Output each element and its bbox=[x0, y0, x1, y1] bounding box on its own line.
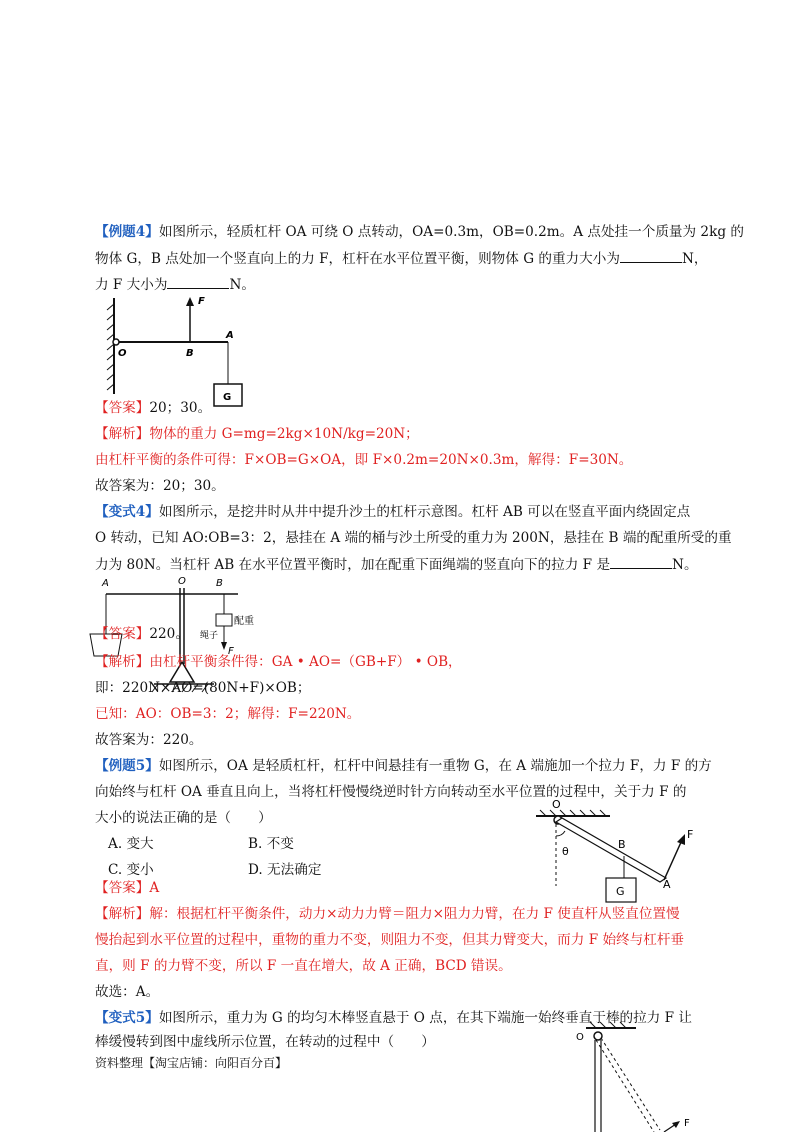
var4-tag: 【变式4】 bbox=[95, 504, 159, 520]
ex5-fig-label-a: A bbox=[663, 878, 671, 891]
ex5-answer: 【答案】A bbox=[95, 880, 160, 896]
ex4-line-2: 物体 G，B 点处加一个竖直向上的力 F，杠杆在水平位置平衡，则物体 G 的重力大小为 N， bbox=[95, 248, 707, 269]
footer-source: 资料整理【淘宝店铺：向阳百分百】 bbox=[95, 1056, 288, 1070]
ex5-analysis-1: 【解析】解：根据杠杆平衡条件，动力×动力力臂＝阻力×阻力力臂，在力 F 使直杆从竖直位置慢 bbox=[95, 906, 680, 922]
var5-tag: 【变式5】 bbox=[95, 1010, 159, 1026]
ex5-analysis-2: 慢抬起到水平位置的过程中，重物的重力不变，则阻力不变，但其力臂变大，而力 F 始终与杠杆垂 bbox=[95, 932, 685, 948]
var4-fig-label-b: B bbox=[216, 578, 223, 589]
ex5-option-d[interactable]: D. 无法确定 bbox=[248, 862, 322, 878]
ex5-option-c[interactable]: C. 变小 bbox=[108, 862, 154, 878]
ex4-blank-1[interactable] bbox=[620, 248, 682, 263]
ex4-answer: 【答案】20；30。 bbox=[95, 400, 212, 416]
ex5-line-1: 【例题5】如图所示，OA 是轻质杠杆，杠杆中间悬挂有一重物 G，在 A 端施加一个拉力 F，力 F 的方 bbox=[95, 758, 712, 774]
var4-fig-label-o: O bbox=[178, 576, 186, 587]
ex4-conclusion: 故答案为：20；30。 bbox=[95, 478, 225, 494]
var5-fig-label-o: O bbox=[576, 1032, 584, 1043]
ex5-fig-label-theta: θ bbox=[562, 845, 569, 858]
var4-analysis-2: 即：220N×AO=(80N+F)×OB； bbox=[95, 680, 311, 696]
ex4-line-1: 【例题4】如图所示，轻质杠杆 OA 可绕 O 点转动，OA=0.3m，OB=0.2m。A 点处挂一个质量为 2kg 的 bbox=[95, 224, 744, 240]
ex5-line-2: 向始终与杠杆 OA 垂直且向上，当将杠杆慢慢绕逆时针方向转动至水平位置的过程中，关于力 F 的 bbox=[95, 784, 687, 800]
var4-fig-label-f: F bbox=[228, 646, 234, 657]
ex4-lever-figure bbox=[98, 294, 258, 410]
var5-line-2: 棒缓慢转到图中虚线所示位置，在转动的过程中（ ） bbox=[95, 1034, 435, 1050]
ex5-tag: 【例题5】 bbox=[95, 758, 159, 774]
ex5-option-a[interactable]: A. 变大 bbox=[108, 836, 154, 852]
ex4-fig-label-g: G bbox=[223, 392, 232, 403]
var4-fig-label-rope: 绳子 bbox=[200, 631, 219, 641]
var4-line-1: 【变式4】如图所示，是挖井时从井中提升沙土的杠杆示意图。杠杆 AB 可以在竖直平面内绕固定点 bbox=[95, 504, 691, 520]
ex5-analysis-3: 直，则 F 的力臂不变，所以 F 一直在增大，故 A 正确，BCD 错误。 bbox=[95, 958, 512, 974]
ex5-conclusion: 故选：A。 bbox=[95, 984, 160, 1000]
var4-fig-label-a: A bbox=[102, 578, 109, 589]
var5-rod-figure bbox=[566, 1022, 706, 1132]
ex5-fig-label-b: B bbox=[618, 838, 626, 851]
var4-fig-label-counterweight: 配重 bbox=[234, 616, 254, 627]
ex4-fig-label-a: A bbox=[226, 330, 234, 341]
ex5-fig-label-g: G bbox=[616, 885, 625, 898]
ex4-fig-label-o: O bbox=[118, 348, 127, 359]
ex4-analysis-2: 由杠杆平衡的条件可得：F×OB=G×OA，即 F×0.2m=20N×0.3m，解得：F=30N。 bbox=[95, 452, 633, 468]
ex4-line-3: 力 F 大小为 N。 bbox=[95, 274, 255, 295]
ex5-fig-label-o: O bbox=[552, 798, 561, 811]
ex4-fig-label-f: F bbox=[198, 296, 205, 307]
ex5-lever-figure bbox=[530, 796, 720, 906]
var4-answer: 【答案】220。 bbox=[95, 626, 189, 642]
var5-line-1: 【变式5】如图所示，重力为 G 的均匀木棒竖直悬于 O 点，在其下端施一始终垂直于棒的拉力 F 让 bbox=[95, 1010, 692, 1026]
var5-fig-label-f: F bbox=[684, 1118, 690, 1129]
var4-analysis-1: 【解析】由杠杆平衡条件得：GA • AO=（GB+F） • OB， bbox=[95, 654, 462, 670]
var4-conclusion: 故答案为：220。 bbox=[95, 732, 203, 748]
var4-analysis-3: 已知：AO：OB=3：2；解得：F=220N。 bbox=[95, 706, 361, 722]
ex5-option-b[interactable]: B. 不变 bbox=[248, 836, 294, 852]
ex5-fig-label-f: F bbox=[687, 828, 694, 841]
ex4-fig-label-b: B bbox=[186, 348, 194, 359]
var4-blank-1[interactable] bbox=[610, 554, 672, 569]
ex4-analysis-1: 【解析】物体的重力 G=mg=2kg×10N/kg=20N； bbox=[95, 426, 419, 442]
ex4-blank-2[interactable] bbox=[167, 274, 229, 289]
ex5-line-3: 大小的说法正确的是（ ） bbox=[95, 810, 272, 826]
var4-line-2: O 转动，已知 AO:OB=3：2，悬挂在 A 端的桶与沙土所受的重力为 200N，悬挂在 B 端的配重所受的重 bbox=[95, 530, 732, 546]
var4-line-3: 力为 80N。当杠杆 AB 在水平位置平衡时，加在配重下面绳端的竖直向下的拉力 F 是 N。 bbox=[95, 554, 698, 575]
ex4-tag: 【例题4】 bbox=[95, 224, 159, 240]
